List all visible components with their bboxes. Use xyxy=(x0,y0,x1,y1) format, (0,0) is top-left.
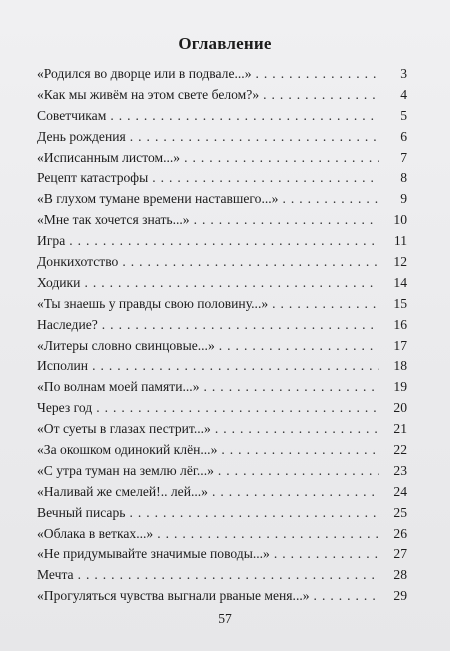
dot-leader xyxy=(129,503,379,524)
toc-entry-title: «Прогуляться чувства выгнали рваные меня...» xyxy=(37,588,310,604)
toc-entry-page: 6 xyxy=(400,128,407,144)
toc-entry xyxy=(37,440,407,461)
toc-entry xyxy=(37,231,407,252)
dot-leader xyxy=(102,315,379,336)
dot-leader xyxy=(84,273,379,294)
dot-leader xyxy=(69,231,379,252)
toc-entry-title: Ходики xyxy=(37,274,81,290)
toc-entry xyxy=(37,252,407,273)
toc-entry-page: 9 xyxy=(400,191,407,207)
toc-entry xyxy=(37,85,407,106)
dot-leader xyxy=(152,168,379,189)
dot-leader xyxy=(218,461,379,482)
toc-entry-title: «Ты знаешь у правды свою половину...» xyxy=(37,295,269,311)
toc-entry xyxy=(37,273,407,294)
toc-entry-title: «В глухом тумане времени наставшего...» xyxy=(37,191,279,207)
toc-entry xyxy=(37,148,407,169)
toc-entry-page: 19 xyxy=(393,379,407,395)
toc-entry-title: «От суеты в глазах пестрит...» xyxy=(37,421,211,437)
toc-entry xyxy=(37,315,407,336)
dot-leader xyxy=(78,565,379,586)
dot-leader xyxy=(282,189,379,210)
dot-leader xyxy=(96,398,379,419)
toc-entry-title: Советчикам xyxy=(37,107,107,123)
page-title: Оглавление xyxy=(178,34,272,53)
toc-entry-page: 23 xyxy=(393,462,407,478)
toc-entry-page: 25 xyxy=(393,504,407,520)
toc-entry-page: 26 xyxy=(393,525,407,541)
toc-entry-title: Игра xyxy=(37,233,66,249)
toc-entry-title: «Как мы живём на этом свете белом?» xyxy=(37,86,260,102)
toc-entry xyxy=(37,565,407,586)
toc-entry xyxy=(37,106,407,127)
dot-leader xyxy=(256,64,380,85)
toc-entry-title: Через год xyxy=(37,400,93,416)
dot-leader xyxy=(263,85,379,106)
toc-entry xyxy=(37,586,407,607)
toc-entry-title: День рождения xyxy=(37,128,126,144)
toc-entry-page: 15 xyxy=(393,295,407,311)
toc-entry xyxy=(37,127,407,148)
page-number: 57 xyxy=(218,611,232,626)
toc-entry xyxy=(37,168,407,189)
toc-entry-title: Вечный писарь xyxy=(37,504,126,520)
toc-entry xyxy=(37,419,407,440)
toc-entry-title: «С утра туман на землю лёг...» xyxy=(37,462,214,478)
toc-entry-page: 18 xyxy=(393,358,407,374)
dot-leader xyxy=(219,336,379,357)
toc-entry-page: 28 xyxy=(393,567,407,583)
toc-entry xyxy=(37,294,407,315)
dot-leader xyxy=(184,148,379,169)
dot-leader xyxy=(157,524,379,545)
toc-entry-title: «По волнам моей памяти...» xyxy=(37,379,200,395)
toc-entry-title: «Исписанным листом...» xyxy=(37,149,181,165)
toc-entry xyxy=(37,461,407,482)
dot-leader xyxy=(314,586,379,607)
toc-entry-title: «Литеры словно свинцовые...» xyxy=(37,337,215,353)
dot-leader xyxy=(110,106,379,127)
dot-leader xyxy=(194,210,379,231)
dot-leader xyxy=(274,544,379,565)
dot-leader xyxy=(204,377,380,398)
toc-entry xyxy=(37,524,407,545)
toc-entry-title: Рецепт катастрофы xyxy=(37,170,149,186)
toc-entry-page: 8 xyxy=(400,170,407,186)
toc-entry xyxy=(37,544,407,565)
toc-entry-page: 7 xyxy=(400,149,407,165)
toc-entry-page: 14 xyxy=(393,274,407,290)
toc-entry xyxy=(37,189,407,210)
toc-entry-title: Наследие? xyxy=(37,316,98,332)
toc-entry-page: 11 xyxy=(393,233,407,249)
toc-entry xyxy=(37,356,407,377)
toc-entry-title: «За окошком одинокий клён...» xyxy=(37,442,218,458)
toc-entry xyxy=(37,503,407,524)
toc-entry-page: 20 xyxy=(393,400,407,416)
toc-entry xyxy=(37,336,407,357)
dot-leader xyxy=(130,127,379,148)
toc-entry-page: 5 xyxy=(400,107,407,123)
toc-entry-title: Мечта xyxy=(37,567,74,583)
dot-leader xyxy=(92,356,379,377)
table-of-contents xyxy=(37,64,407,607)
dot-leader xyxy=(221,440,379,461)
toc-entry xyxy=(37,482,407,503)
toc-entry-page: 21 xyxy=(393,421,407,437)
toc-entry xyxy=(37,377,407,398)
toc-entry xyxy=(37,398,407,419)
dot-leader xyxy=(272,294,379,315)
toc-entry-page: 29 xyxy=(393,588,407,604)
toc-entry-title: Донкихотство xyxy=(37,254,119,270)
toc-entry-title: «Мне так хочется знать...» xyxy=(37,212,190,228)
toc-entry-page: 3 xyxy=(400,66,407,81)
dot-leader xyxy=(212,482,379,503)
toc-entry-title: «Наливай же смелей!.. лей...» xyxy=(37,483,208,499)
dot-leader xyxy=(215,419,379,440)
toc-entry xyxy=(37,210,407,231)
toc-entry-page: 22 xyxy=(393,442,407,458)
toc-entry-page: 4 xyxy=(400,86,407,102)
toc-entry-title: «Родился во дворце или в подвале...» xyxy=(37,66,252,81)
toc-entry-page: 12 xyxy=(393,254,407,270)
dot-leader xyxy=(122,252,379,273)
toc-entry-title: «Не придумывайте значимые поводы...» xyxy=(37,546,270,562)
toc-entry-page: 16 xyxy=(393,316,407,332)
toc-entry-page: 24 xyxy=(393,483,407,499)
toc-entry-page: 27 xyxy=(393,546,407,562)
toc-entry-page: 10 xyxy=(393,212,407,228)
toc-entry-title: «Облака в ветках...» xyxy=(37,525,154,541)
toc-entry-page: 17 xyxy=(393,337,407,353)
toc-entry xyxy=(37,64,407,85)
toc-entry-title: Исполин xyxy=(37,358,89,374)
